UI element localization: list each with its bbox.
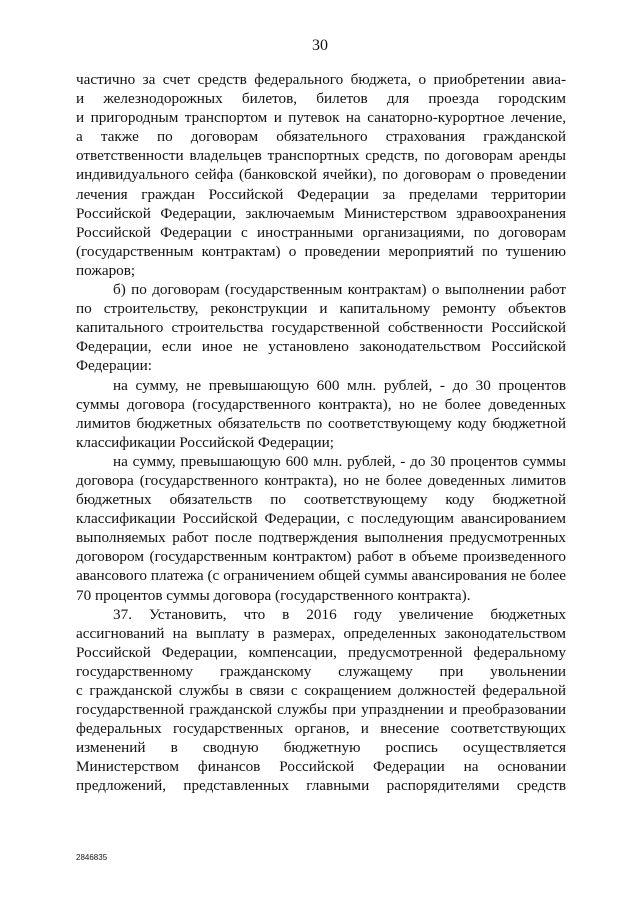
text-line: суммы договора (государственного контракта), но не более доведенных [76,395,566,413]
text-line: государственному гражданскому служащему при увольнении [76,662,566,680]
text-line: по строительству, реконструкции и капитальному ремонту объектов [76,300,566,318]
text-line: договором (государственным контрактом) работ в объеме произведенного [76,548,566,566]
text-line: пожаров; [76,261,136,279]
text-line: Федерации, если иное не установлено законодательством Российской [76,338,566,356]
text-line: классификации Российской Федерации; [76,433,334,451]
text-line: с гражданской службы в связи с сокращением должностей федеральной [76,682,566,699]
text-line: индивидуального сейфа (банковской ячейки), по договорам о проведении [76,166,566,184]
body-text [76,70,566,796]
text-line: классификации Российской Федерации, с последующим авансированием [76,510,566,528]
text-line: 37. Установить, что в 2016 году увеличение бюджетных [113,605,566,623]
text-line: договора (государственного контракта), но не более доведенных лимитов [76,471,566,489]
text-line: частично за счет средств федерального бюджета, о приобретении авиа- [76,71,566,88]
text-line: б) по договорам (государственным контрактам) о выполнении работ [113,281,566,299]
text-line: Федерации: [76,357,152,375]
text-line: 70 процентов суммы договора (государственного контракта). [76,586,471,604]
text-line: изменений в сводную бюджетную роспись осуществляется [76,739,566,757]
text-line: ассигнований на выплату в размерах, определенных законодательством [76,624,566,642]
text-line: авансового платежа (с ограничением общей суммы авансирования не более [76,567,566,585]
text-line: Российской Федерации, компенсации, предусмотренной федеральному [76,643,566,661]
text-line: Российской Федерации с иностранными организациями, по договорам [76,223,566,241]
text-line: государственной гражданской службы при упразднении и преобразовании [76,701,566,719]
document-code: 2846835 [76,853,108,862]
text-line: выполняемых работ после подтверждения выполнения предусмотренных [76,529,566,547]
text-line: лечения граждан Российской Федерации за пределами территории [76,185,566,203]
text-line: федеральных государственных органов, и внесение соответствующих [76,720,566,738]
page-number: 30 [312,37,328,54]
text-line: бюджетных обязательств по соответствующему коду бюджетной [76,491,566,509]
text-line: лимитов бюджетных обязательств по соответствующему коду бюджетной [76,414,566,432]
text-line: на сумму, превышающую 600 млн. рублей, - до 30 процентов суммы [113,452,566,470]
text-line: и пригородным транспортом и путевок на санаторно-курортное лечение, [76,109,566,127]
text-line: (государственным контрактам) о проведении мероприятий по тушению [76,242,566,260]
text-line: предложений, представленных главными распорядителями средств [76,777,566,795]
text-line: и железнодорожных билетов, билетов для проезда городским [76,90,566,108]
text-line: ответственности владельцев транспортных средств, по договорам аренды [76,147,566,165]
text-line: а также по договорам обязательного страхования гражданской [76,128,566,146]
text-line: капитального строительства государственной собственности Российской [76,319,566,337]
text-line: Министерством финансов Российской Федерации на основании [76,758,566,776]
text-line: Российской Федерации, заключаемым Министерством здравоохранения [76,204,566,222]
text-line: на сумму, не превышающую 600 млн. рублей, - до 30 процентов [113,376,566,394]
